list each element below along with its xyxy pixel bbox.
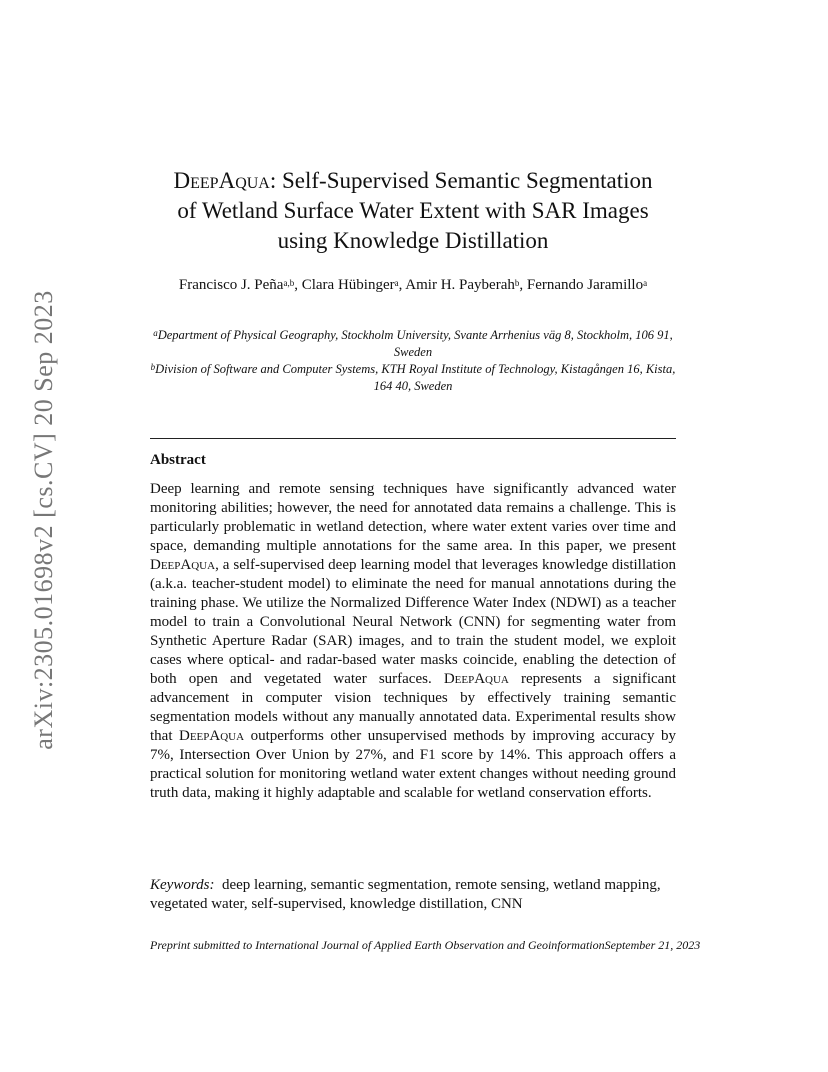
keywords-label: Keywords: [150, 877, 215, 893]
abstract-text [150, 480, 676, 803]
affiliation-a [150, 327, 676, 361]
affiliation-b [150, 361, 676, 395]
title-name-part2: Aqua [218, 168, 270, 193]
author-separator: , [398, 277, 406, 293]
author-name: Fernando Jaramillo [526, 277, 644, 293]
preprint-journal: Preprint submitted to International Journal of Applied Earth Observation and Geoinformation [150, 938, 605, 952]
affiliation-text: Division of Software and Computer Systems, KTH Royal Institute of Technology, Kistagången 16, Kista, 164 40, Sweden [155, 362, 676, 393]
author-separator: , [519, 277, 527, 293]
abstract-segment: outperforms other unsupervised methods by improving accuracy by 7%, Intersection Over Union by 27%, and F1 score by 14%. This approach offers a practical solution for monitoring wetland water extent changes without needing ground truth data, making it highly adaptable and scalable for wetland conservation efforts. [150, 728, 676, 801]
author-separator: , [294, 277, 302, 293]
abstract-heading: Abstract [150, 452, 206, 468]
affiliation-text: Department of Physical Geography, Stockholm University, Svante Arrhenius väg 8, Stockholm, 106 91, Sweden [157, 328, 673, 359]
affiliation-mark: a [153, 328, 158, 338]
author-affil-mark: b [514, 278, 520, 288]
horizontal-rule [150, 438, 676, 439]
author-list [150, 275, 676, 295]
affiliation-mark: b [150, 362, 156, 372]
author-name: Amir H. Payberah [405, 277, 515, 293]
abstract-segment: Deep learning and remote sensing techniques have significantly advanced water monitoring abilities; however, the need for annotated data remains a challenge. This is particularly problematic in wetland detection, where water extent varies over time and space, demanding multiple annotations for the same area. In this paper, we present [150, 481, 676, 554]
author-name: Francisco J. Peña [178, 277, 284, 293]
affiliations [150, 327, 676, 395]
author-affil-mark: a [643, 278, 648, 288]
title-name-part1: Deep [173, 168, 219, 193]
author-affil-mark: a [394, 278, 399, 288]
author-name: Clara Hübinger [301, 277, 395, 293]
method-name: DeepAqua [179, 728, 245, 744]
abstract-segment: represents a significant advancement in computer vision techniques by effectively training semantic segmentation models without any manually annotated data. Experimental results show that [150, 671, 677, 744]
method-name: DeepAqua [443, 671, 509, 687]
title-line-3: using Knowledge Distillation [277, 228, 549, 253]
keywords-text: deep learning, semantic segmentation, remote sensing, wetland mapping, vegetated water, self-supervised, knowledge distillation, CNN [150, 877, 661, 912]
arxiv-identifier: arXiv:2305.01698v2 [cs.CV] 20 Sep 2023 [29, 290, 58, 750]
abstract-segment: , a self-supervised deep learning model that leverages knowledge distillation (a.k.a. teacher-student model) to eliminate the need for manual annotations during the training phase. We utilize the Normalized Difference Water Index (NDWI) as a teacher model to train a Convolutional Neural Network (CNN) for segmenting water from Synthetic Aperture Radar (SAR) images, and to train the student model, we exploit cases where optical- and radar-based water masks coincide, enabling the detection of both open and vegetated water surfaces. [150, 557, 676, 687]
title-line-2: of Wetland Surface Water Extent with SAR Images [177, 198, 649, 223]
method-name: DeepAqua [150, 557, 216, 573]
preprint-footer [150, 938, 810, 953]
preprint-date: September 21, 2023 [604, 938, 701, 952]
paper-title [150, 166, 676, 256]
keywords [150, 876, 676, 914]
author-affil-mark: a,b [283, 278, 295, 288]
title-line-1 [150, 166, 676, 196]
title-line-1-rest: : Self-Supervised Semantic Segmentation [269, 168, 653, 193]
